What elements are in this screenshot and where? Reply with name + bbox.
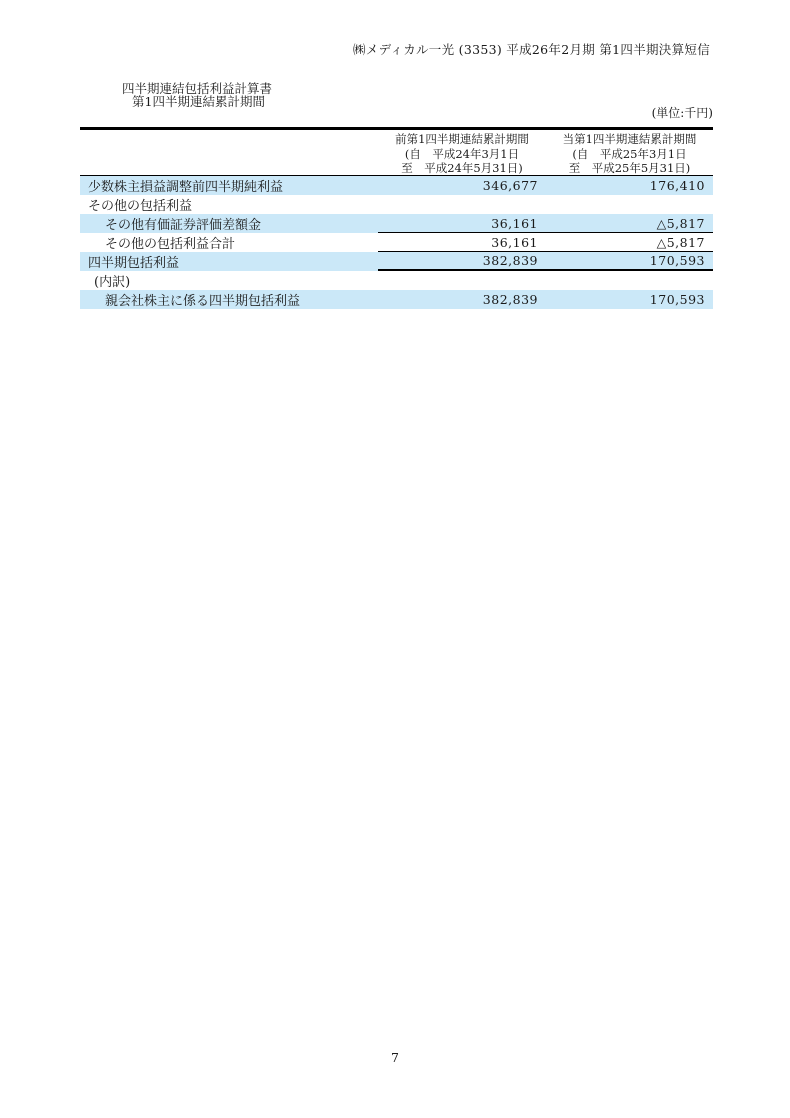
unit-note: (単位:千円) (651, 106, 713, 120)
period-to-date: 至 平成24年5月31日) (401, 161, 523, 175)
value-previous (378, 271, 546, 290)
header-spacer (80, 132, 378, 175)
column-header-current-period (546, 132, 713, 175)
table-row (80, 195, 713, 214)
comprehensive-income-table (80, 127, 713, 309)
value-current: 176,410 (649, 178, 705, 193)
value-current: 170,593 (546, 252, 713, 271)
value-current (546, 271, 713, 290)
row-label: 親会社株主に係る四半期包括利益 (105, 294, 301, 309)
table-row (80, 290, 713, 309)
row-label: その他の包括利益 (88, 199, 193, 214)
table-row (80, 176, 713, 195)
period-label: 前第1四半期連結累計期間 (395, 132, 529, 146)
period-label: 当第1四半期連結累計期間 (562, 132, 697, 146)
row-label: (内訳) (94, 275, 131, 290)
table-row (80, 271, 713, 290)
row-label: その他有価証券評価差額金 (105, 218, 262, 233)
document-header: ㈱メディカル一光 (3353) 平成26年2月期 第1四半期決算短信 (353, 42, 710, 57)
period-to-date: 至 平成25年5月31日) (568, 161, 691, 175)
row-label: 少数株主損益調整前四半期純利益 (88, 180, 284, 195)
value-current: △5,817 (546, 233, 713, 252)
table-row (80, 214, 713, 233)
value-previous: 382,839 (378, 252, 546, 271)
statement-title: 四半期連結包括利益計算書 (122, 81, 273, 96)
value-previous: 346,677 (482, 178, 538, 193)
table-row (80, 233, 713, 252)
column-header-previous-period (378, 132, 546, 175)
value-previous: 382,839 (482, 292, 538, 307)
value-previous: 36,161 (378, 214, 546, 233)
period-from-date: (自 平成25年3月1日 (572, 146, 687, 161)
row-label: その他の包括利益合計 (105, 237, 236, 252)
statement-subtitle: 第1四半期連結累計期間 (132, 94, 265, 109)
value-current (546, 195, 713, 214)
statement-title-block (122, 82, 272, 108)
value-current: △5,817 (546, 214, 713, 233)
period-from-date: (自 平成24年3月1日 (404, 146, 520, 161)
value-previous (378, 195, 546, 214)
table-header-row (80, 130, 713, 176)
table-row (80, 252, 713, 271)
row-label: 四半期包括利益 (88, 256, 180, 271)
value-previous: 36,161 (378, 233, 546, 252)
page-number: 7 (391, 1050, 399, 1065)
value-current: 170,593 (649, 292, 705, 307)
